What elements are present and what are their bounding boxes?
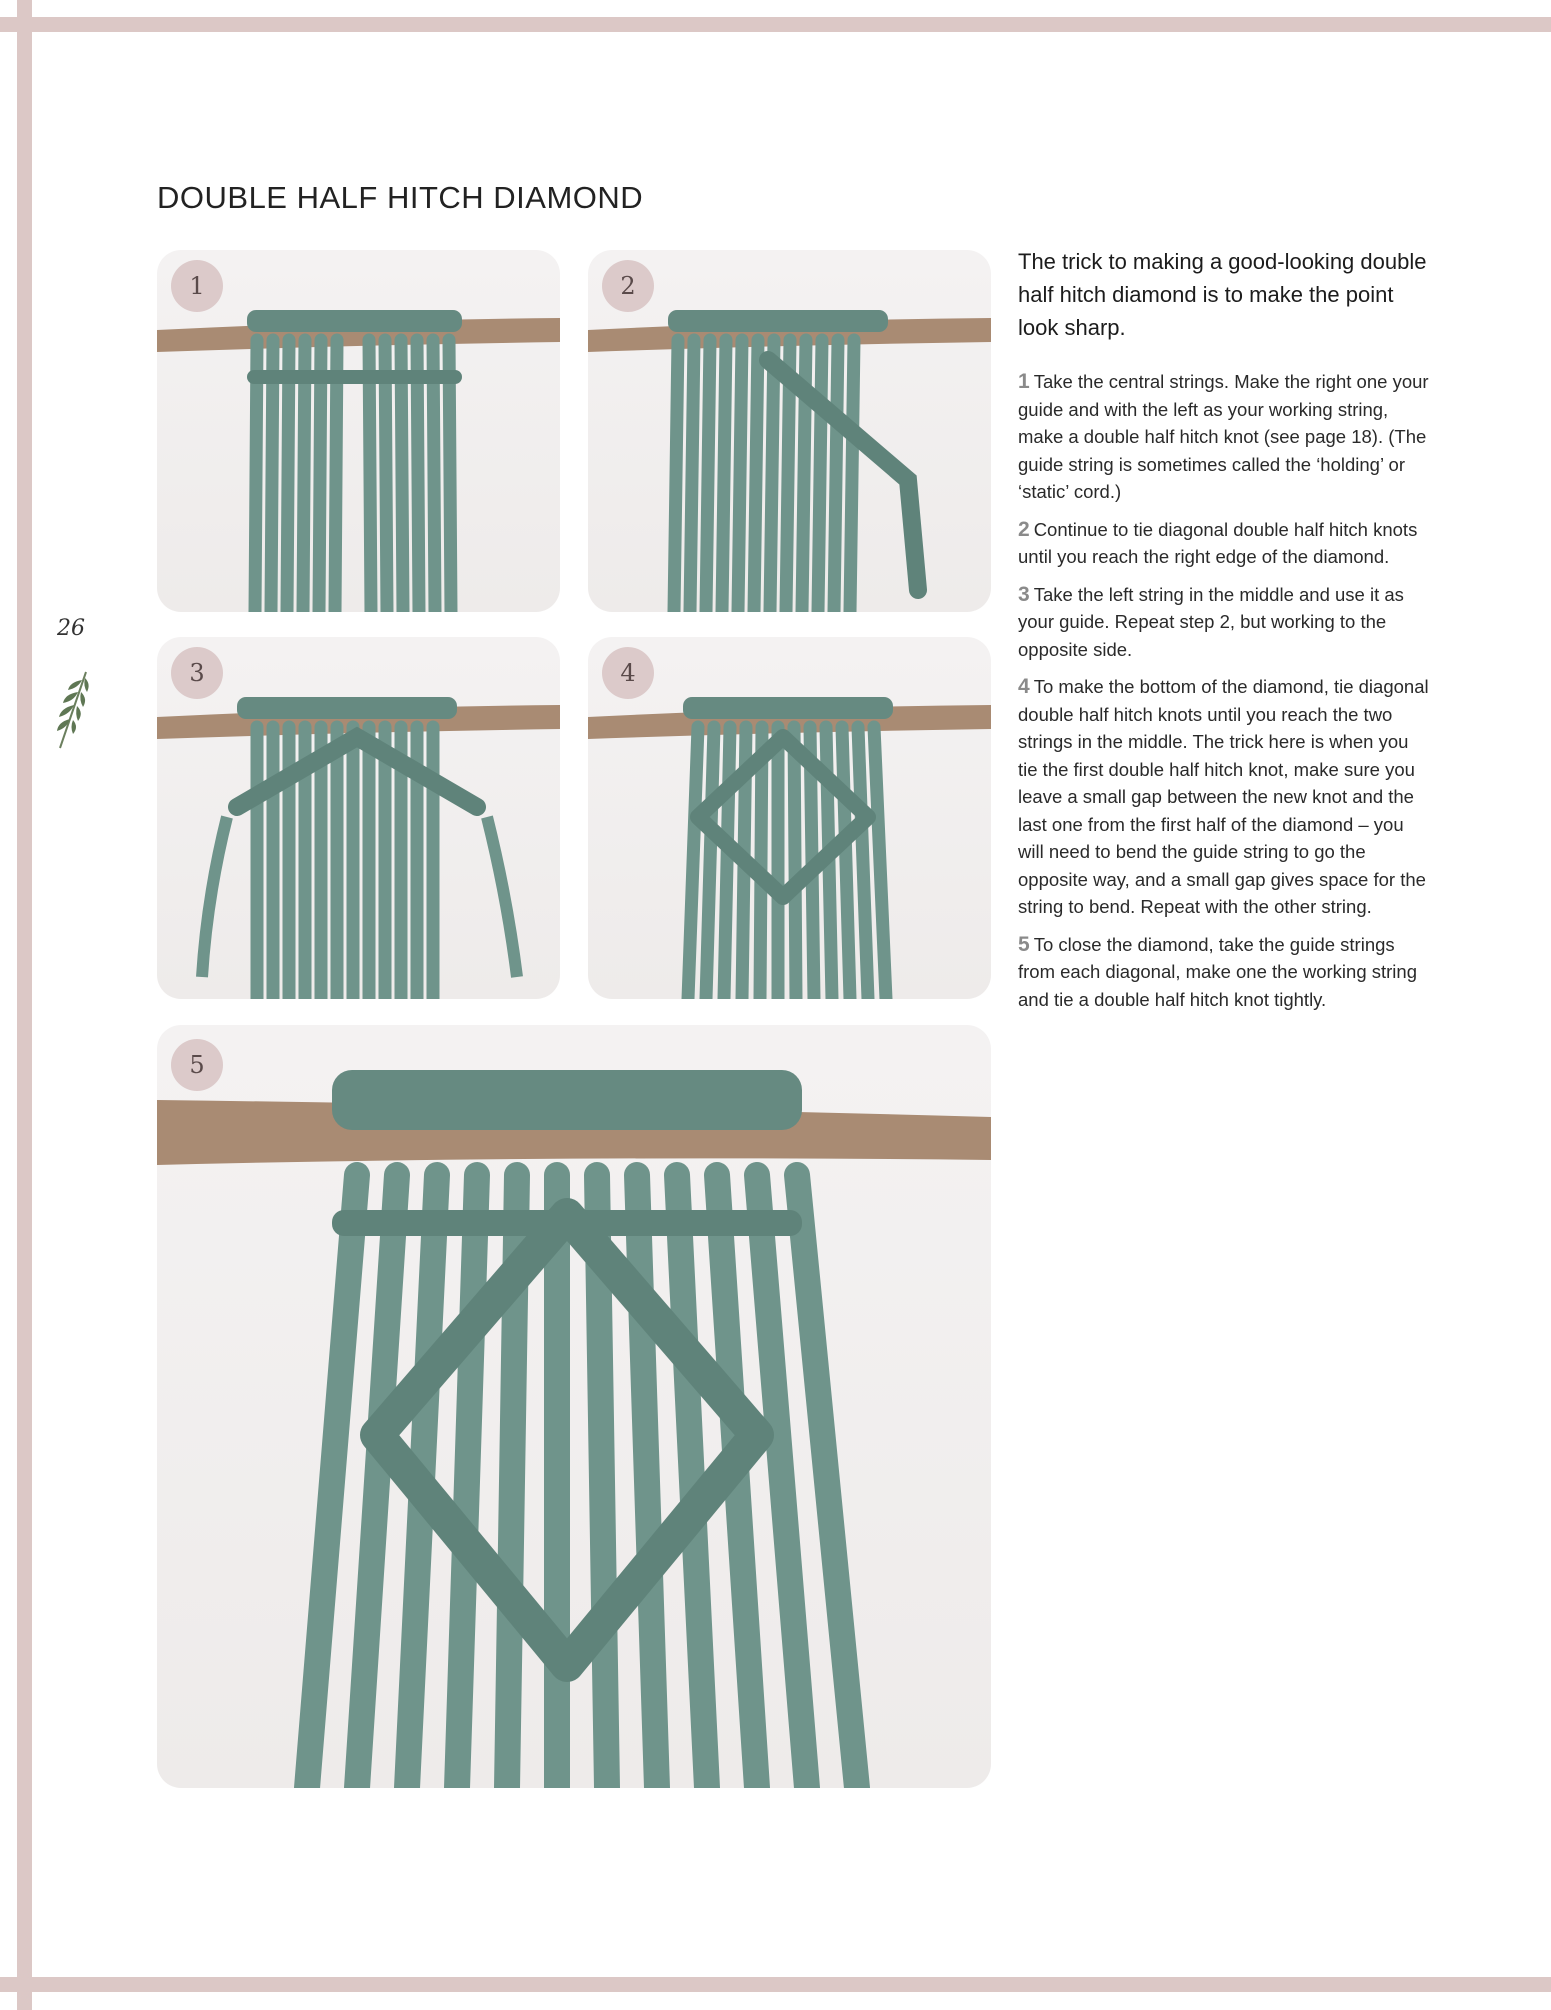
- step-badge: 3: [171, 647, 223, 699]
- step-badge: 5: [171, 1039, 223, 1091]
- step-text: Continue to tie diagonal double half hitch knots until you reach the right edge of the diamond.: [1018, 518, 1418, 567]
- step-badge: 2: [602, 260, 654, 312]
- step-4-photo: [588, 637, 991, 999]
- step-3: [1018, 581, 1430, 664]
- page-number: 26: [57, 616, 85, 641]
- step-1-photo: [157, 250, 560, 612]
- step-number: 4: [1018, 675, 1030, 698]
- page-frame-bottom: [0, 1977, 1551, 1992]
- page-frame-top: [0, 17, 1551, 32]
- step-number: 1: [1018, 370, 1030, 393]
- step-4: [1018, 673, 1430, 921]
- leaf-icon: [52, 668, 92, 750]
- page-title: DOUBLE HALF HITCH DIAMOND: [157, 180, 644, 215]
- step-text: To make the bottom of the diamond, tie diagonal double half hitch knots until you reach the two strings in the middle. The trick here is when you tie the first double half hitch knot, make sure you leave a small gap between the new knot and the last one from the first half of the diamond – you will need to bend the guide string to go the opposite way, and a small gap gives space for the string to bend. Repeat with the other string.: [1018, 676, 1429, 917]
- step-badge: 1: [171, 260, 223, 312]
- step-5: [1018, 931, 1430, 1014]
- step-number: 2: [1018, 517, 1030, 541]
- page-frame-left: [17, 0, 32, 2010]
- step-5-photo: [157, 1025, 991, 1788]
- step-1: [1018, 368, 1430, 506]
- step-text: Take the left string in the middle and use it as your guide. Repeat step 2, but working to the opposite side.: [1018, 583, 1404, 660]
- step-badge: 4: [602, 647, 654, 699]
- step-2-photo: [588, 250, 991, 612]
- intro-text: The trick to making a good-looking double half hitch diamond is to make the point look sharp.: [1018, 249, 1427, 340]
- step-3-photo: [157, 637, 560, 999]
- step-text: To close the diamond, take the guide strings from each diagonal, make one the working string and tie a double half hitch knot tightly.: [1018, 933, 1417, 1010]
- step-text: Take the central strings. Make the right one your guide and with the left as your working string, make a double half hitch knot (see page 18). (The guide string is sometimes called the ‘holding’ or ‘static’ cord.): [1018, 371, 1429, 502]
- instructions-column: [1018, 245, 1430, 1023]
- step-number: 3: [1018, 582, 1030, 606]
- step-number: 5: [1018, 932, 1030, 956]
- step-2: [1018, 516, 1430, 571]
